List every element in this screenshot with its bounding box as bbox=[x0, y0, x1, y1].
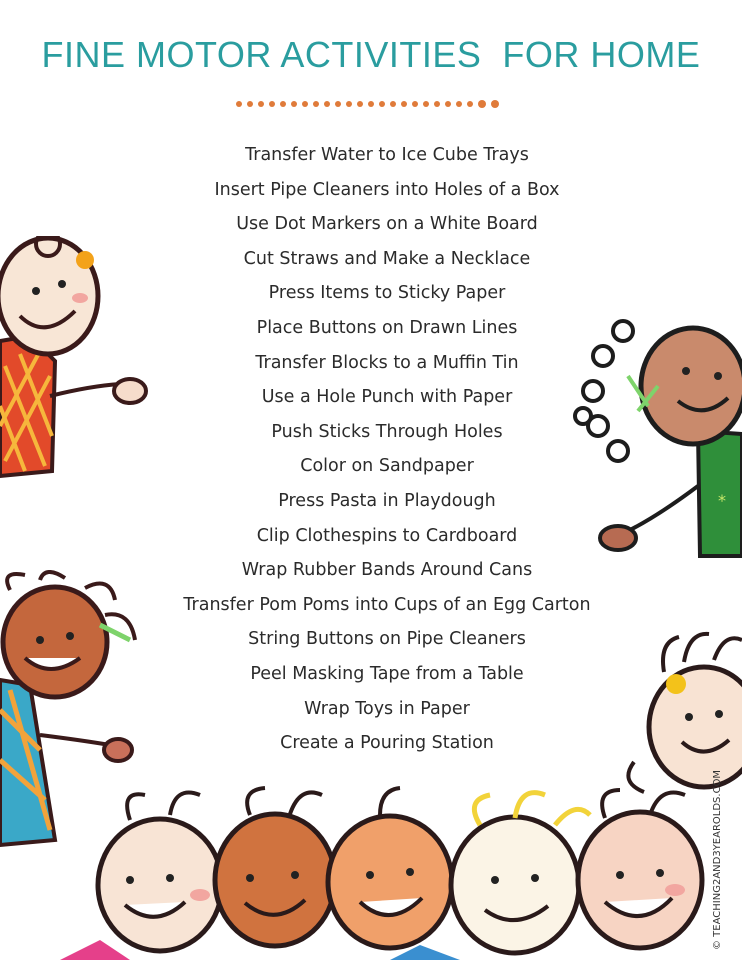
page-title: FINE MOTOR ACTIVITIES FOR HOME bbox=[41, 34, 701, 75]
svg-text:*: * bbox=[718, 491, 726, 510]
list-item: Clip Clothespins to Cardboard bbox=[256, 525, 518, 546]
list-item: Place Buttons on Drawn Lines bbox=[256, 317, 518, 338]
kid-illustration-right bbox=[568, 316, 742, 606]
kid-illustration-top-left bbox=[0, 236, 150, 486]
list-item: Press Items to Sticky Paper bbox=[268, 283, 506, 304]
list-item: Push Sticks Through Holes bbox=[271, 421, 503, 442]
list-item: Press Pasta in Playdough bbox=[278, 490, 496, 511]
dotted-divider bbox=[236, 101, 499, 108]
list-item: Use Dot Markers on a White Board bbox=[236, 214, 538, 235]
kids-row-illustration-bottom bbox=[60, 770, 720, 960]
list-item: Color on Sandpaper bbox=[300, 456, 474, 477]
list-item: Wrap Toys in Paper bbox=[304, 698, 470, 719]
list-item: Transfer Pom Poms into Cups of an Egg Carton bbox=[183, 594, 591, 615]
list-item: Wrap Rubber Bands Around Cans bbox=[241, 560, 533, 581]
list-item: Create a Pouring Station bbox=[280, 733, 494, 754]
copyright-credit: © TEACHING2AND3YEAROLDS.COM bbox=[712, 769, 723, 950]
list-item: Transfer Water to Ice Cube Trays bbox=[245, 145, 529, 165]
list-item: Cut Straws and Make a Necklace bbox=[243, 248, 531, 269]
list-item: Peel Masking Tape from a Table bbox=[250, 663, 524, 684]
list-item: String Buttons on Pipe Cleaners bbox=[248, 629, 526, 650]
list-item: Transfer Blocks to a Muffin Tin bbox=[255, 352, 519, 373]
list-item: Use a Hole Punch with Paper bbox=[261, 387, 513, 408]
list-item: Insert Pipe Cleaners into Holes of a Box bbox=[214, 179, 560, 200]
